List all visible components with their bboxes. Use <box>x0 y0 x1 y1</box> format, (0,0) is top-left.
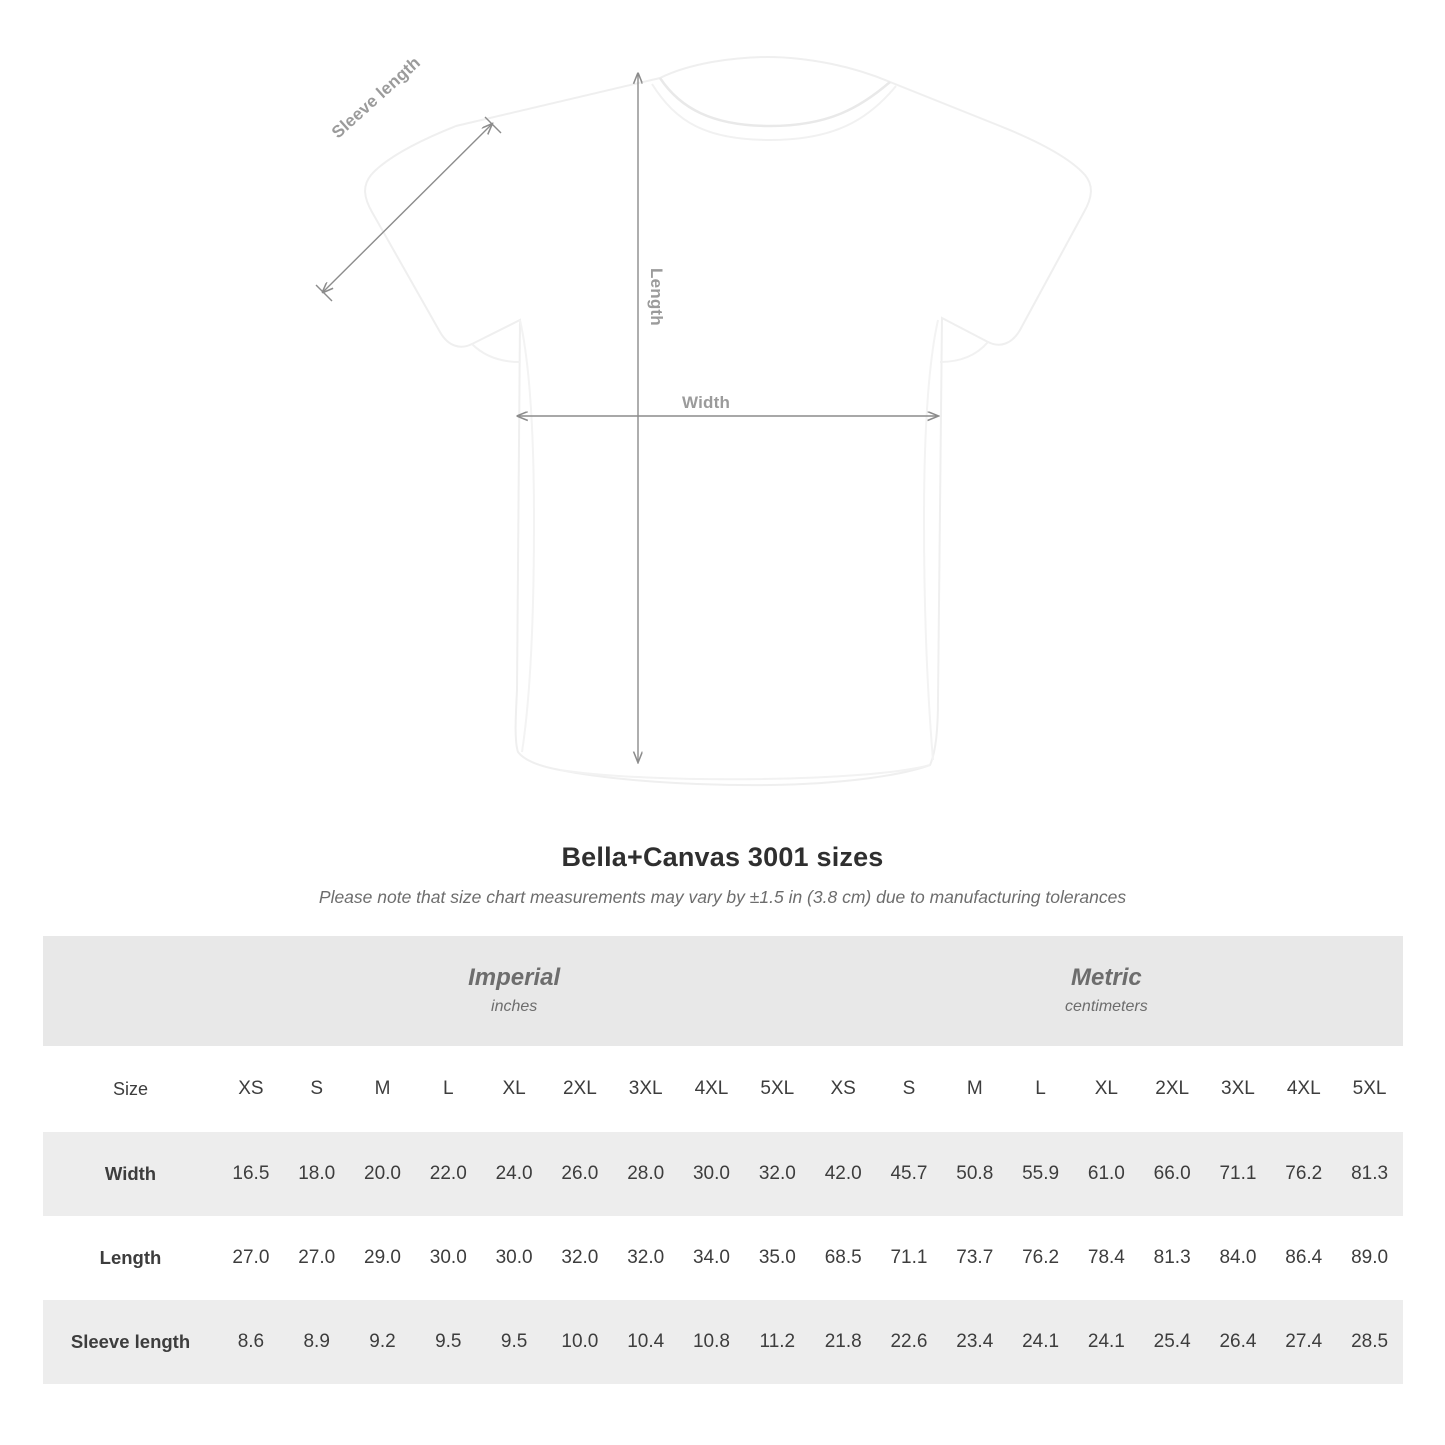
cell-width-3: 22.0 <box>415 1132 481 1216</box>
unit-spacer <box>43 936 218 1046</box>
cell-width-5: 26.0 <box>547 1132 613 1216</box>
chart-heading <box>0 842 1445 908</box>
cell-sleeve-6: 10.4 <box>613 1300 679 1384</box>
cell-length-13: 78.4 <box>1073 1216 1139 1300</box>
cell-width-17: 81.3 <box>1337 1132 1403 1216</box>
row-label-sleeve-length: Sleeve length <box>43 1300 218 1384</box>
row-label-width: Width <box>43 1132 218 1216</box>
cell-sleeve-17: 28.5 <box>1337 1300 1403 1384</box>
cell-length-0: 27.0 <box>218 1216 284 1300</box>
table-row <box>43 1132 1403 1216</box>
cell-length-11: 73.7 <box>942 1216 1008 1300</box>
cell-length-2: 29.0 <box>350 1216 416 1300</box>
cell-sleeve-8: 11.2 <box>744 1300 810 1384</box>
cell-sleeve-12: 24.1 <box>1008 1300 1074 1384</box>
cell-length-1: 27.0 <box>284 1216 350 1300</box>
unit-group-imperial <box>218 936 810 1046</box>
header-size-m: M <box>350 1046 416 1132</box>
header-size-l: L <box>415 1046 481 1132</box>
cell-length-15: 84.0 <box>1205 1216 1271 1300</box>
cell-width-4: 24.0 <box>481 1132 547 1216</box>
cell-length-12: 76.2 <box>1008 1216 1074 1300</box>
cell-sleeve-7: 10.8 <box>679 1300 745 1384</box>
cell-sleeve-11: 23.4 <box>942 1300 1008 1384</box>
cell-sleeve-15: 26.4 <box>1205 1300 1271 1384</box>
header-size-m-metric: M <box>942 1046 1008 1132</box>
cell-width-13: 61.0 <box>1073 1132 1139 1216</box>
header-size-3xl-metric: 3XL <box>1205 1046 1271 1132</box>
cell-length-8: 35.0 <box>744 1216 810 1300</box>
header-size-3xl: 3XL <box>613 1046 679 1132</box>
cell-width-15: 71.1 <box>1205 1132 1271 1216</box>
unit-metric-name: Metric <box>1071 964 1142 991</box>
cell-sleeve-4: 9.5 <box>481 1300 547 1384</box>
cell-width-7: 30.0 <box>679 1132 745 1216</box>
width-label: Width <box>676 393 736 413</box>
cell-width-10: 45.7 <box>876 1132 942 1216</box>
cell-length-7: 34.0 <box>679 1216 745 1300</box>
cell-width-11: 50.8 <box>942 1132 1008 1216</box>
cell-sleeve-3: 9.5 <box>415 1300 481 1384</box>
cell-length-5: 32.0 <box>547 1216 613 1300</box>
size-table <box>43 936 1403 1384</box>
header-size-4xl-metric: 4XL <box>1271 1046 1337 1132</box>
cell-length-17: 89.0 <box>1337 1216 1403 1300</box>
header-size-xl: XL <box>481 1046 547 1132</box>
cell-sleeve-1: 8.9 <box>284 1300 350 1384</box>
unit-group-metric <box>810 936 1402 1046</box>
unit-imperial-sub: inches <box>491 998 538 1016</box>
cell-sleeve-10: 22.6 <box>876 1300 942 1384</box>
cell-length-16: 86.4 <box>1271 1216 1337 1300</box>
tolerance-note: Please note that size chart measurements may vary by ±1.5 in (3.8 cm) due to manufacturing tolerances <box>318 887 1127 907</box>
row-label-length: Length <box>43 1216 218 1300</box>
header-size-xs-metric: XS <box>810 1046 876 1132</box>
cell-sleeve-2: 9.2 <box>350 1300 416 1384</box>
cell-width-14: 66.0 <box>1139 1132 1205 1216</box>
cell-width-6: 28.0 <box>613 1132 679 1216</box>
header-size-s: S <box>284 1046 350 1132</box>
header-size-xl-metric: XL <box>1073 1046 1139 1132</box>
cell-length-4: 30.0 <box>481 1216 547 1300</box>
cell-sleeve-9: 21.8 <box>810 1300 876 1384</box>
cell-length-6: 32.0 <box>613 1216 679 1300</box>
size-table-wrapper <box>43 936 1402 1384</box>
cell-width-1: 18.0 <box>284 1132 350 1216</box>
header-size-5xl-metric: 5XL <box>1337 1046 1403 1132</box>
header-size-s-metric: S <box>876 1046 942 1132</box>
sleeve-length-label: Sleeve length <box>328 52 425 143</box>
cell-sleeve-14: 25.4 <box>1139 1300 1205 1384</box>
length-label: Length <box>647 268 666 326</box>
cell-width-12: 55.9 <box>1008 1132 1074 1216</box>
cell-length-3: 30.0 <box>415 1216 481 1300</box>
cell-width-8: 32.0 <box>744 1132 810 1216</box>
cell-width-0: 16.5 <box>218 1132 284 1216</box>
header-size-4xl: 4XL <box>679 1046 745 1132</box>
cell-width-9: 42.0 <box>810 1132 876 1216</box>
cell-sleeve-16: 27.4 <box>1271 1300 1337 1384</box>
header-size-label: Size <box>43 1046 218 1132</box>
header-size-5xl: 5XL <box>744 1046 810 1132</box>
tshirt-shape <box>365 57 1091 785</box>
cell-width-16: 76.2 <box>1271 1132 1337 1216</box>
cell-sleeve-5: 10.0 <box>547 1300 613 1384</box>
cell-length-9: 68.5 <box>810 1216 876 1300</box>
unit-group-row <box>43 936 1403 1046</box>
table-row <box>43 1300 1403 1384</box>
header-size-xs: XS <box>218 1046 284 1132</box>
unit-imperial-name: Imperial <box>468 964 561 991</box>
cell-length-14: 81.3 <box>1139 1216 1205 1300</box>
cell-length-10: 71.1 <box>876 1216 942 1300</box>
table-header-row <box>43 1046 1403 1132</box>
table-row <box>43 1216 1403 1300</box>
cell-sleeve-13: 24.1 <box>1073 1300 1139 1384</box>
cell-sleeve-0: 8.6 <box>218 1300 284 1384</box>
page-title: Bella+Canvas 3001 sizes <box>561 842 884 872</box>
header-size-l-metric: L <box>1008 1046 1074 1132</box>
unit-metric-sub: centimeters <box>1065 998 1148 1016</box>
cell-width-2: 20.0 <box>350 1132 416 1216</box>
header-size-2xl: 2XL <box>547 1046 613 1132</box>
header-size-2xl-metric: 2XL <box>1139 1046 1205 1132</box>
